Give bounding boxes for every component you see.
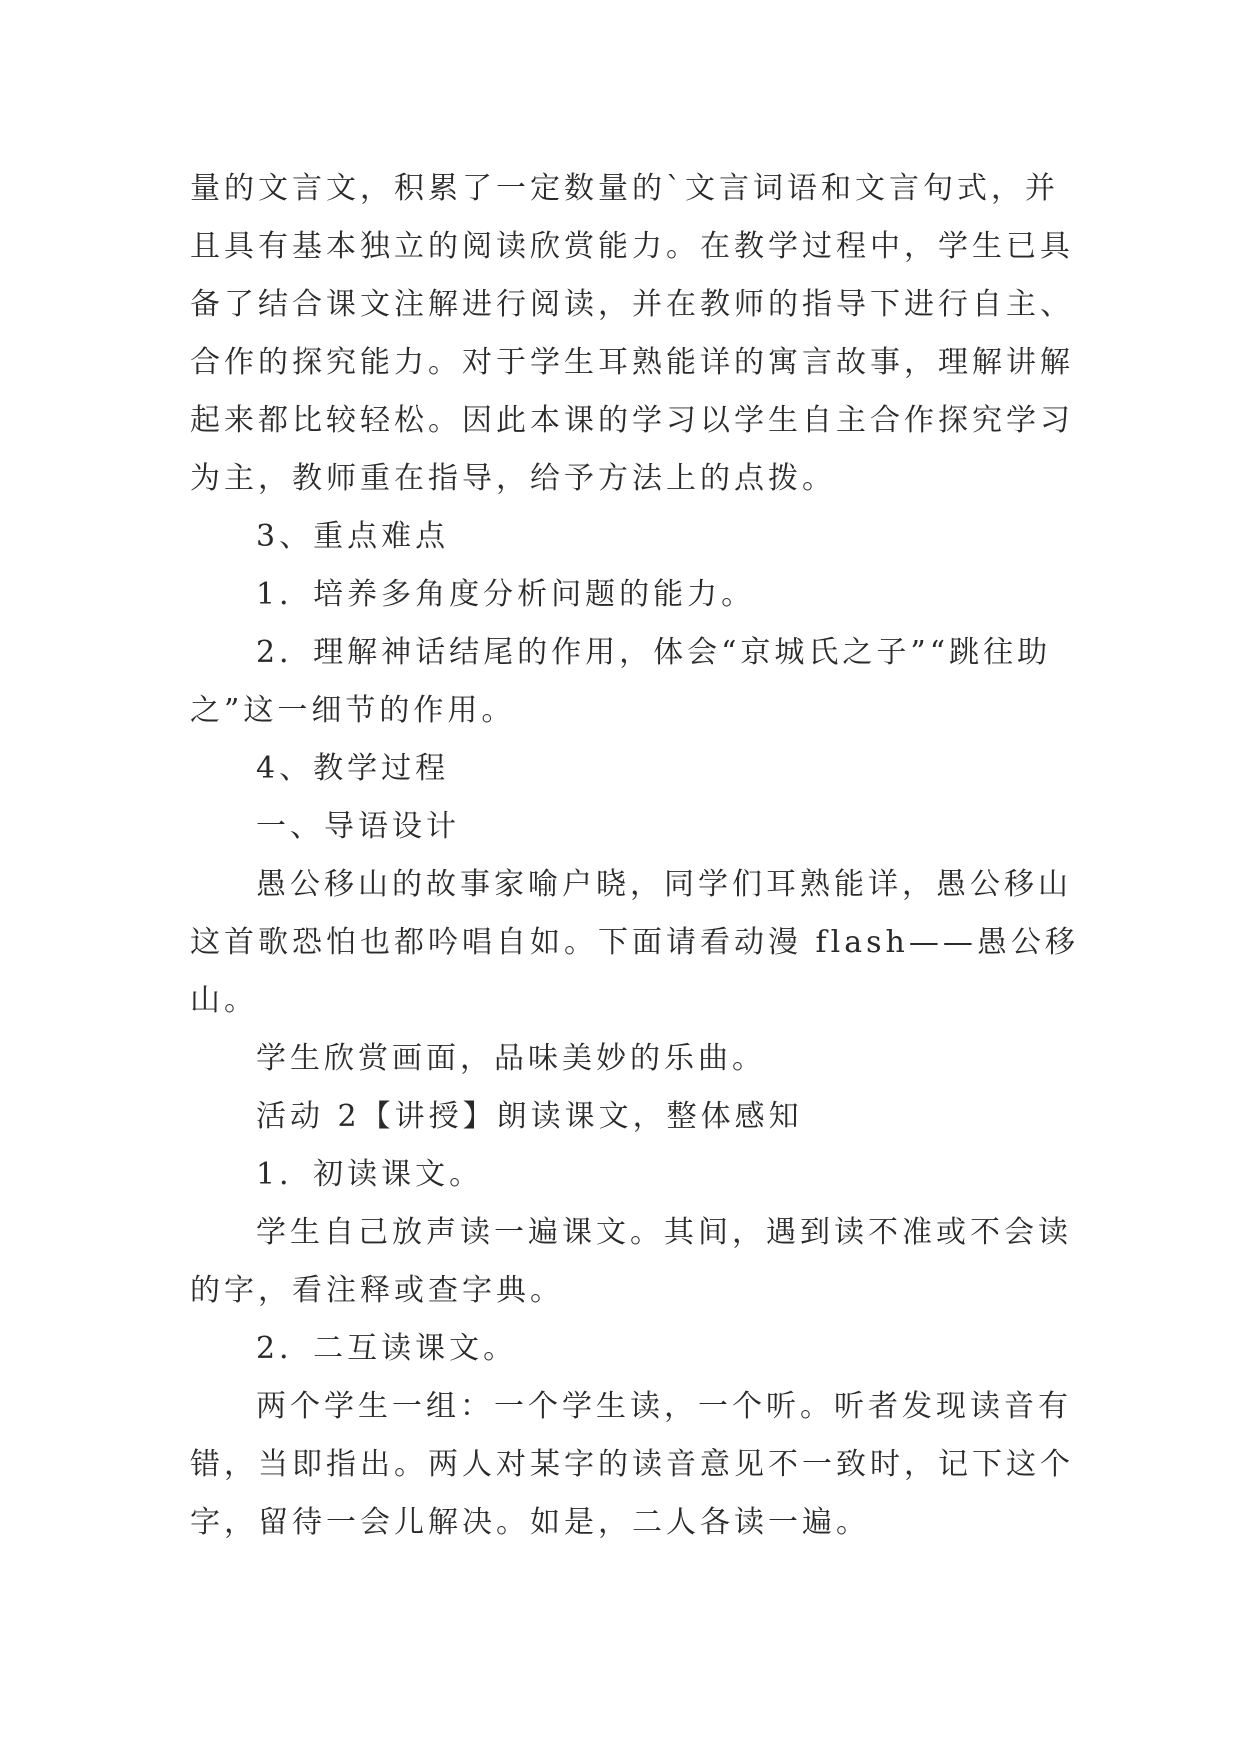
text-line: 为主，教师重在指导，给予方法上的点拨。 <box>190 461 836 496</box>
text-line: 这首歌恐怕也都吟唱自如。下面请看动漫 flash——愚公移 <box>190 925 1079 960</box>
text-line: 2．二互读课文。 <box>256 1331 518 1366</box>
text-line: 1．初读课文。 <box>256 1157 484 1192</box>
text-line: 一、导语设计 <box>256 809 460 844</box>
text-line: 2．理解神话结尾的作用，体会“京城氏之子”“跳往助 <box>256 635 1052 670</box>
text-line: 1．培养多角度分析问题的能力。 <box>256 577 756 612</box>
text-line: 山。 <box>190 983 258 1018</box>
text-line: 愚公移山的故事家喻户晓，同学们耳熟能详，愚公移山 <box>256 867 1072 902</box>
text-line: 学生自己放声读一遍课文。其间，遇到读不准或不会读 <box>256 1215 1072 1250</box>
text-line: 3、重点难点 <box>256 519 450 554</box>
text-line: 错，当即指出。两人对某字的读音意见不一致时，记下这个 <box>190 1447 1074 1482</box>
text-line: 之”这一细节的作用。 <box>190 693 516 728</box>
text-line: 字，留待一会儿解决。如是，二人各读一遍。 <box>190 1505 870 1540</box>
text-line: 两个学生一组：一个学生读，一个听。听者发现读音有 <box>256 1389 1072 1424</box>
text-line: 学生欣赏画面，品味美妙的乐曲。 <box>256 1041 766 1076</box>
text-line: 量的文言文，积累了一定数量的`文言词语和文言句式，并 <box>190 171 1059 206</box>
text-line: 且具有基本独立的阅读欣赏能力。在教学过程中，学生已具 <box>190 229 1074 264</box>
text-line: 合作的探究能力。对于学生耳熟能详的寓言故事，理解讲解 <box>190 345 1074 380</box>
text-line: 4、教学过程 <box>256 751 450 786</box>
text-line: 活动 2【讲授】朗读课文，整体感知 <box>256 1099 803 1134</box>
document-body <box>190 160 1079 1552</box>
text-line: 起来都比较轻松。因此本课的学习以学生自主合作探究学习 <box>190 403 1074 438</box>
text-line: 备了结合课文注解进行阅读，并在教师的指导下进行自主、 <box>190 287 1074 322</box>
text-line: 的字，看注释或查字典。 <box>190 1273 564 1308</box>
